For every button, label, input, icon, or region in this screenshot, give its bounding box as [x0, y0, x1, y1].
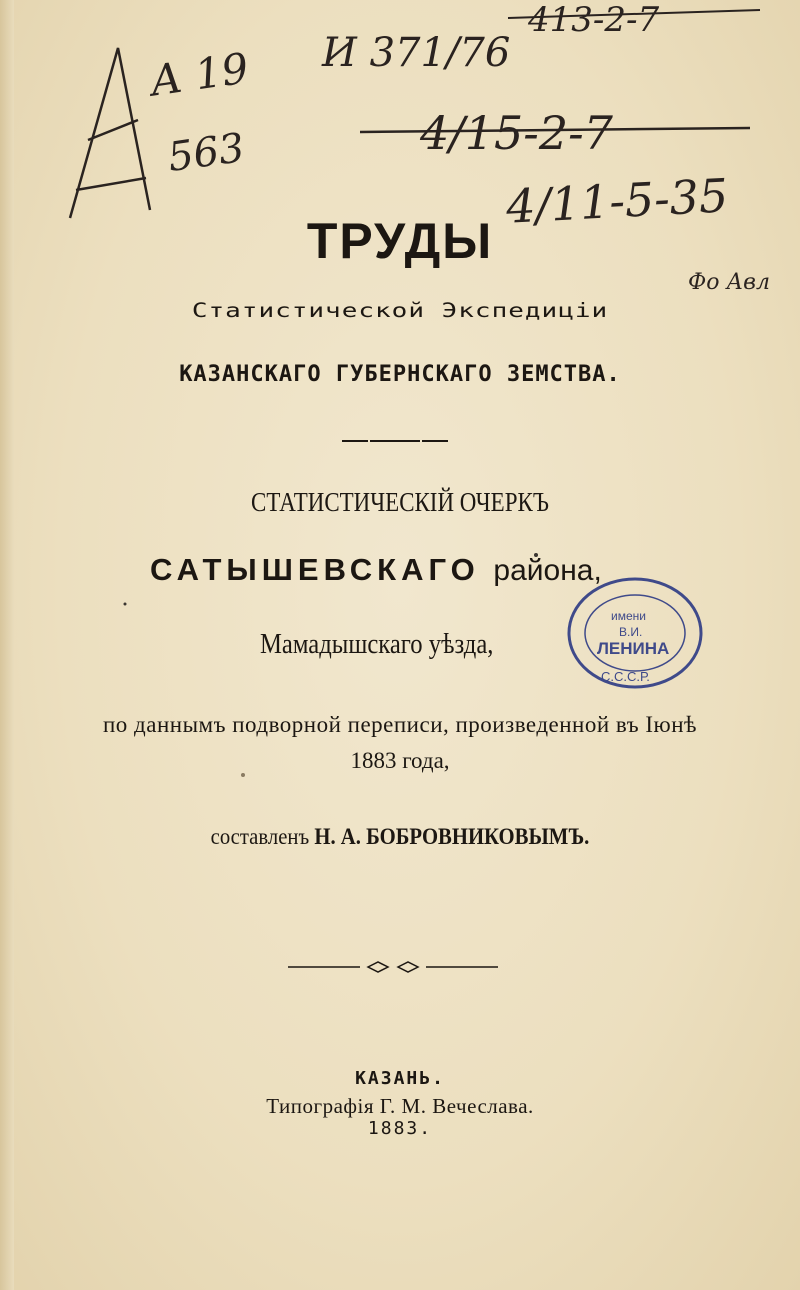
author-line	[40, 824, 760, 850]
ornament-divider-bottom	[288, 962, 498, 972]
census-line: по даннымъ подворной переписи, произведенной въ Іюнѣ	[102, 712, 697, 737]
handwritten-catalog-number: 563	[165, 124, 248, 182]
work-title: СТАТИСТИЧЕСКІЙ ОЧЕРКЪ	[251, 487, 549, 517]
census-year: 1883 года,	[350, 748, 450, 773]
handwritten-catalog-mark: А 19	[147, 43, 252, 106]
stamp-line-4: С.С.С.Р.	[601, 669, 650, 684]
stamp-line-2: В.И.	[619, 625, 643, 639]
handwritten-shelf-number-mid: 4/15-2-7	[420, 106, 613, 160]
expedition-line: Статистической Экспедиціи	[191, 299, 609, 323]
imprint-year: 1883.	[367, 1118, 433, 1139]
author-name: Н. А. БОБРОВНИКОВЫМЪ.	[314, 824, 590, 849]
imprint-printer: Типографія Г. М. Вечеслава.	[266, 1094, 534, 1118]
hand-drawn-triangle-mark	[70, 48, 150, 218]
series-title: ТРУДЫ	[306, 213, 494, 269]
ink-dot	[124, 603, 127, 606]
stamp-line-1: имени	[611, 609, 646, 623]
zemstvo-line: КАЗАНСКАГО ГУБЕРНСКАГО ЗЕМСТВА.	[179, 362, 621, 387]
district-word: района,	[493, 554, 602, 587]
handwritten-note: Фо Авл	[688, 270, 770, 295]
imprint-city: КАЗАНЬ.	[355, 1068, 445, 1089]
uezd-line: Мамадышскаго уѣзда,	[260, 628, 494, 660]
handwritten-shelf-mark: И 371/76	[322, 30, 511, 76]
author-prefix: составленъ	[210, 824, 310, 849]
district-name: САТЫШЕВСКАГО	[150, 552, 480, 587]
library-stamp	[565, 575, 705, 693]
handwritten-shelf-number-right: 4/11-5-35	[504, 168, 730, 234]
handwritten-shelf-number-top: 413-2-7	[528, 0, 660, 40]
stamp-line-3: ЛЕНИНА	[597, 639, 670, 658]
district-line	[150, 552, 602, 588]
